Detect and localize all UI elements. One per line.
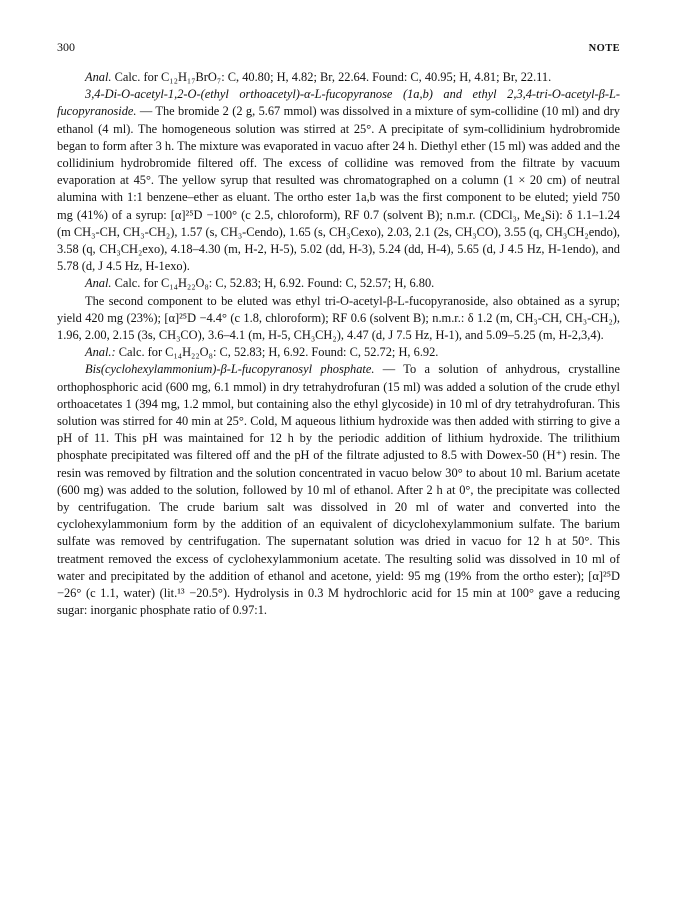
journal-page xyxy=(57,40,620,620)
page-number: 300 xyxy=(57,40,75,54)
analysis-lead: Anal. xyxy=(85,70,112,84)
paragraph-text: Calc. for C₁₂H₁₇BrO₇: C, 40.80; H, 4.82; Br, 22.64. Found: C, 40.95; H, 4.81; Br, 22.11. xyxy=(111,70,552,84)
paragraph-text: Calc. for C₁₄H₂₂O₈: C, 52.83; H, 6.92. Found: C, 52.72; H, 6.92. xyxy=(115,345,439,360)
paragraph-analysis-1 xyxy=(57,69,620,86)
paragraph-second-component xyxy=(57,293,620,345)
paragraph-text: Calc. for C₁₄H₂₂O₈: C, 52.83; H, 6.92. Found: C, 52.57; H, 6.80. xyxy=(111,276,435,291)
paragraph-text: The second component to be eluted was ethyl tri-O-acetyl-β-L-fucopyranoside, also obtained as a syrup; yield 420 mg (23%); [α]²⁵D −4.4° (c 1.8, chloroform); RF 0.6 (solvent B); n.m.r.: δ 1.2 (m, CH₃-CH, CH₃-CH₂), 1.96, 2.00, 2.15 (3s, CH₃CO), 3.6–4.1 (m, H-5, CH₃CH₂), 4.47 (d, J 7.5 Hz, H-1), and 5.09–5.25 (m, H-2,3,4). xyxy=(57,293,620,343)
running-title: NOTE xyxy=(588,43,620,54)
paragraph-text: — To a solution of anhydrous, crystalline orthophosphoric acid (600 mg, 6.1 mmol) in dry tetrahydrofuran (15 ml) was added a solution of the crude ethyl orthoacetates 1 (394 mg, 1.2 mmol, but containing also the ethyl glycoside) in 10 ml of dry tetrahydrofuran. This solution was stirred for 40 min at 25°. Cold, M aqueous lithium hydroxide was then added with stirring to give a pH of 11. This pH was maintained for 12 h by the periodic addition of lithium hydroxide. The trilithium phosphate precipitated was filtered off and the pH of the filtrate adjusted to 8.5 with Dowex-50 (H⁺) resin. The resin was removed by filtration and the solution concentrated in vacuo below 30° to about 10 ml. Barium acetate (600 mg) was added to the solution, followed by 10 ml of ethanol. After 2 h at 0°, the precipitate was collected by centrifugation. The crude barium salt was dissolved in 20 ml of water and converted into the cyclohexylammonium form by the addition of an equivalent of dicyclohexylammonium sulfate. The barium sulfate was removed by centrifugation. The supernatant solution was dried in vacuo for 12 h at 50°. This treatment removed the excess of cyclohexylammonium acetate. The resulting solid was dissolved in 10 ml of water and precipitated by the addition of ethanol and acetone, yield: 95 mg (19% from the ortho ester); [α]²⁵D −26° (c 1.1, water) (lit.¹³ −20.5°). Hydrolysis in 0.3 M hydrochloric acid for 15 min at 100° gave a reducing sugar: inorganic phosphate ratio of 0.97:1. xyxy=(57,362,621,618)
article-body xyxy=(57,69,620,620)
section-heading: Bis(cyclohexylammonium)-β-L-fucopyranosyl phosphate. xyxy=(85,362,375,377)
analysis-lead: Anal. xyxy=(85,276,112,291)
paragraph-ortho-ester-synthesis xyxy=(57,86,620,275)
page-header xyxy=(57,40,620,55)
paragraph-analysis-2 xyxy=(57,275,620,292)
analysis-lead: Anal.: xyxy=(85,345,116,360)
paragraph-text: — The bromide 2 (2 g, 5.67 mmol) was dissolved in a mixture of sym-collidine (10 ml) and dry ethanol (4 ml). The homogeneous solution was stirred at 25°. A precipitate of sym-collidinium hydrobromide began to form after 3 h. The mixture was evaporated in vacuo after 24 h. Diethyl ether (15 ml) was added and the collidinium hydrobromide filtered off. The excess of collidine was removed from the filtrate by vacuum evaporation at 45°. The yellow syrup that resulted was chromatographed on a column (1 × 20 cm) of neutral alumina with 1:1 benzene–ether as eluant. The ortho ester 1a,b was the first component to be eluted; yield 750 mg (41%) of a syrup: [α]²⁵D −100° (c 2.5, chloroform), RF 0.7 (solvent B); n.m.r. (CDCl₃, Me₄Si): δ 1.1–1.24 (m CH₃-CH, CH₃-CH₂), 1.57 (s, CH₃-Cendo), 1.65 (s, CH₃Cexo), 2.03, 2.1 (2s, CH₃CO), 3.55 (q, CH₃CH₂endo), 3.58 (q, CH₃CH₂exo), 4.18–4.30 (m, H-2, H-5), 5.02 (dd, H-3), 5.24 (dd, H-4), 5.65 (d, J 4.5 Hz, H-1endo), and 5.78 (d, J 4.5 Hz, H-1exo). xyxy=(57,104,620,274)
section-heading: 3,4-Di-O-acetyl-1,2-O-(ethyl orthoacetyl)-α-L-fucopyranose (1a,b) and ethyl 2,3,4-tri-O-acetyl-β-L-fucopyranoside. xyxy=(57,87,620,119)
paragraph-phosphate-synthesis xyxy=(57,361,620,619)
paragraph-analysis-3 xyxy=(57,344,620,361)
